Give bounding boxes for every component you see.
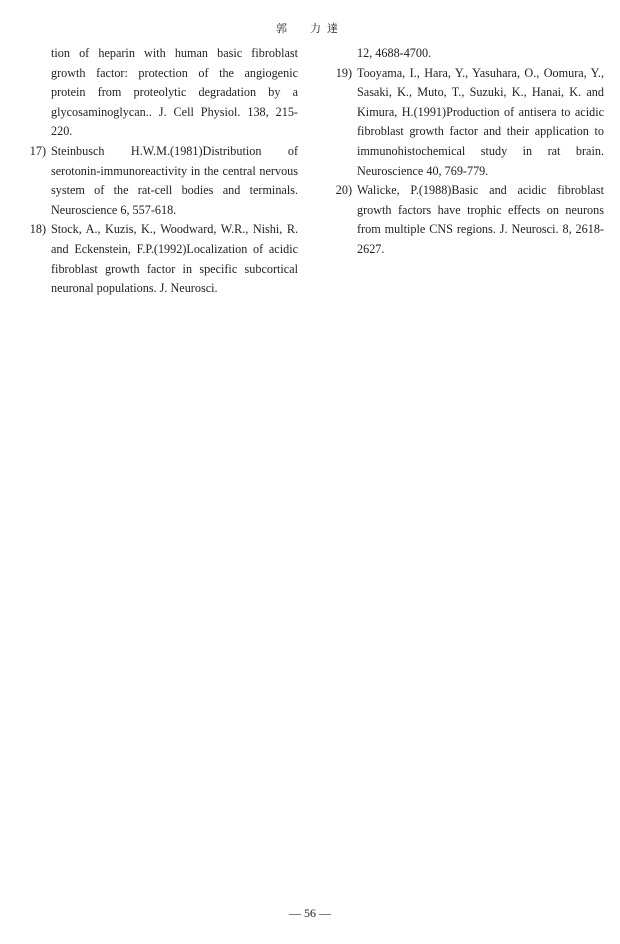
- reference-text: tion of heparin with human basic fibroblast growth factor: protection of the angiogenic protein from proteolytic degradation by a glycosaminoglycan.. J. Cell Physiol. 138, 215-220.: [51, 46, 298, 139]
- right-column: [332, 44, 604, 260]
- reference-text: Walicke, P.(1988)Basic and acidic fibroblast growth factors have trophic effects on neurons from multiple CNS regions. J. Neurosci. 8, 2618-2627.: [357, 183, 604, 256]
- left-column: [26, 44, 298, 299]
- reference-text: Tooyama, I., Hara, Y., Yasuhara, O., Oomura, Y., Sasaki, K., Muto, T., Suzuki, K., Hanai, K. and Kimura, H.(1991)Production of antisera to acidic fibroblast growth factor and their application to immunohistochemical study in rat brain. Neuroscience 40, 769-779.: [357, 65, 604, 178]
- reference-20: [332, 181, 604, 259]
- page-number: — 56 —: [289, 906, 331, 920]
- reference-continued: [332, 44, 604, 64]
- reference-number: 20): [335, 183, 352, 198]
- reference-number: 17): [29, 143, 46, 158]
- reference-text: 12, 4688-4700.: [357, 46, 432, 60]
- reference-number: 19): [335, 65, 352, 80]
- reference-text: Stock, A., Kuzis, K., Woodward, W.R., Nishi, R. and Eckenstein, F.P.(1992)Localization of acidic fibroblast growth factor in specific subcortical neuronal populations. J. Neurosci.: [51, 222, 298, 296]
- reference-17: [26, 142, 298, 220]
- reference-text: Steinbusch H.W.M.(1981)Distribution of serotonin-immunoreactivity in the central nervous system of the rat-cell bodies and terminals. Neuroscience 6, 557-618.: [51, 143, 298, 217]
- reference-18: [26, 220, 298, 298]
- reference-number: 18): [29, 222, 46, 237]
- running-header: 郭 力達: [276, 23, 344, 35]
- reference-continued: [26, 44, 298, 142]
- reference-19: [332, 64, 604, 182]
